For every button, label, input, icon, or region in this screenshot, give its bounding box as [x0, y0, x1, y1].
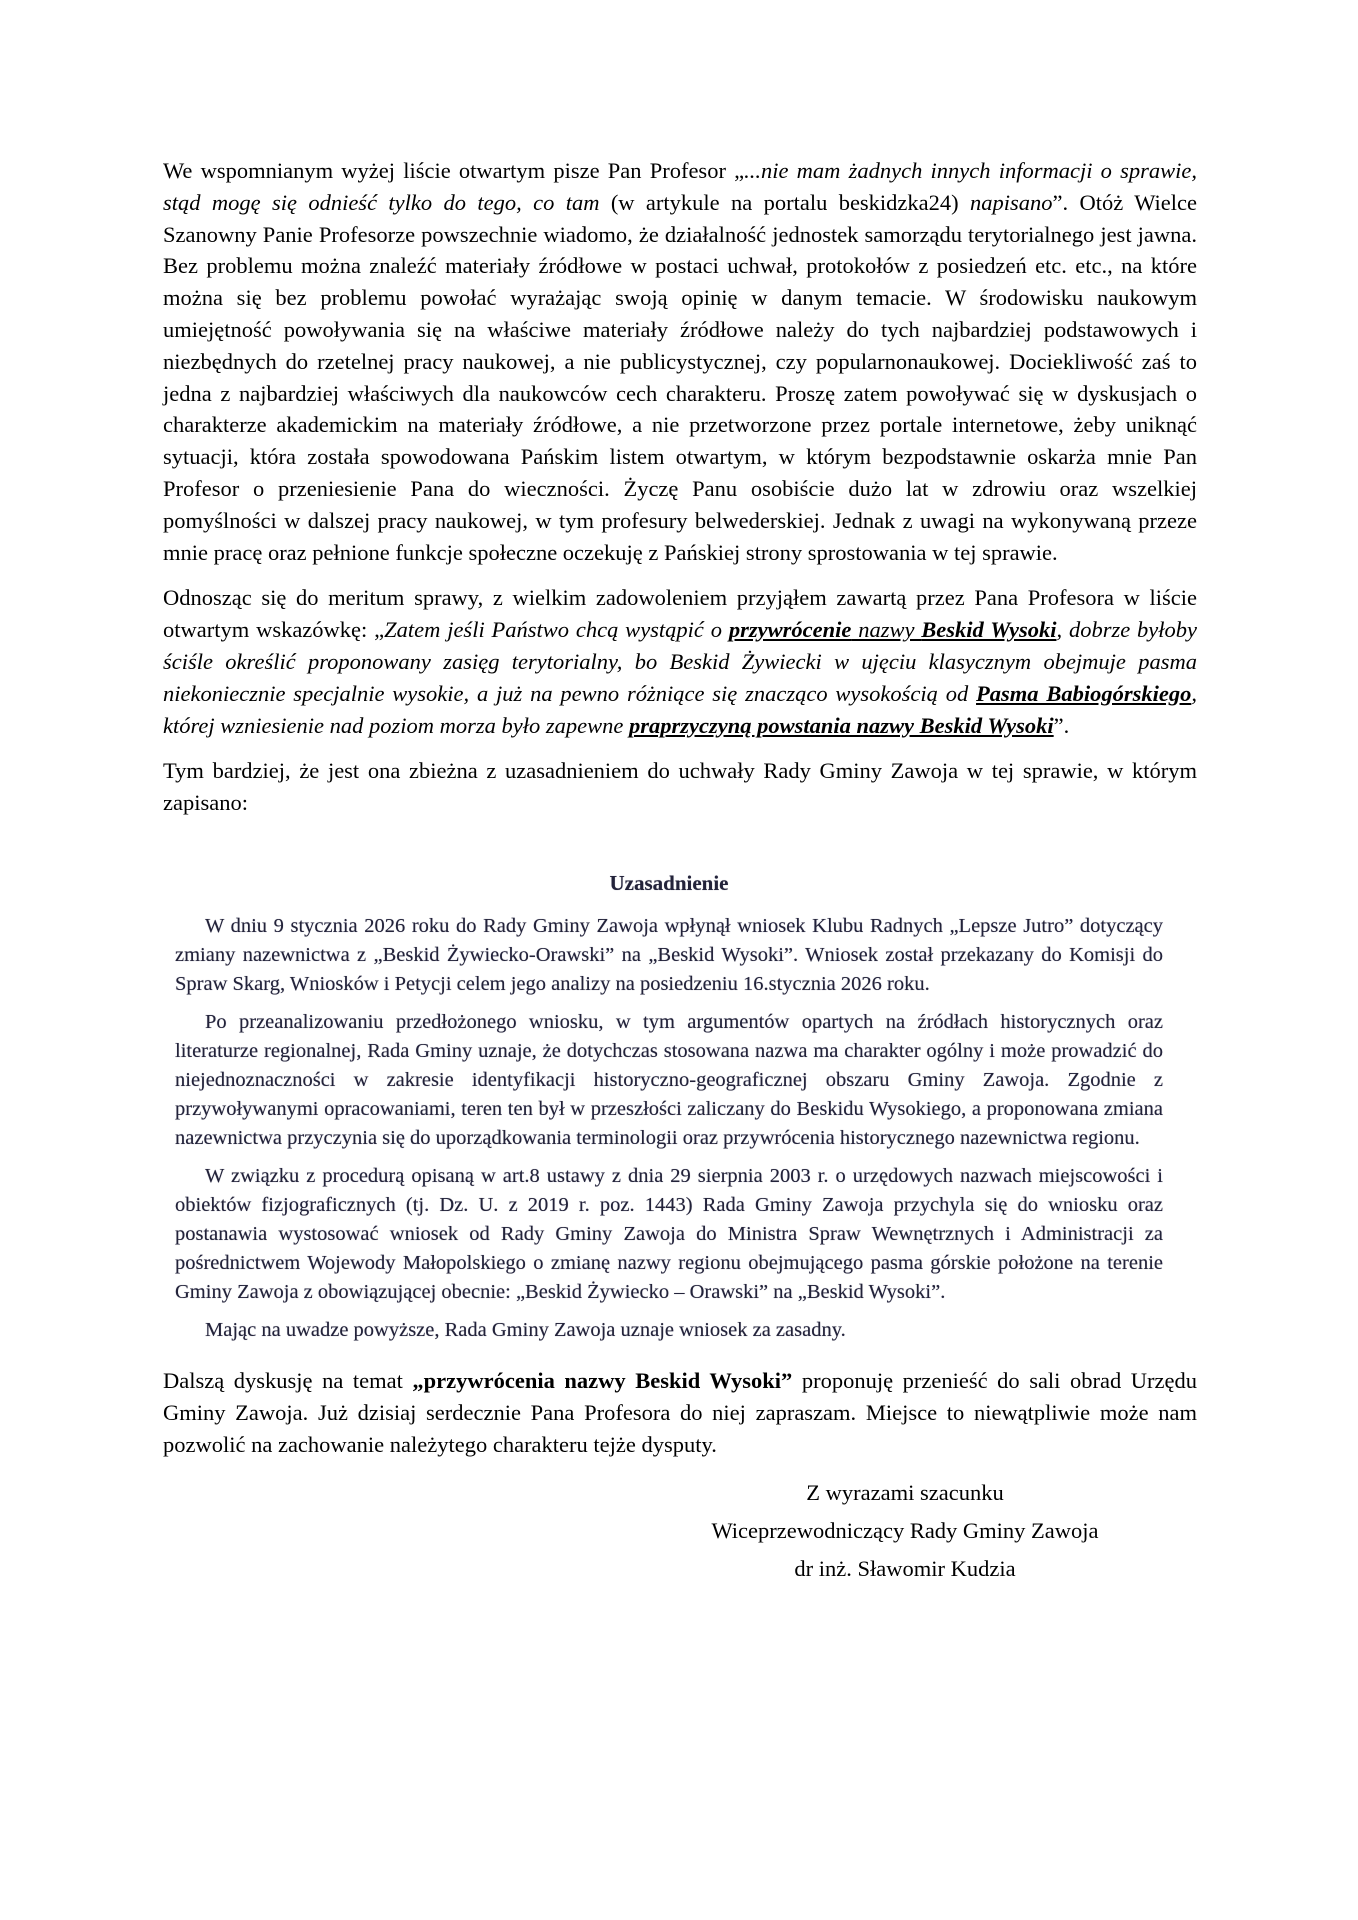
text-segment: , dobrze byłoby ściśle określić proponowany zasięg terytorialny, bo Beskid Żywiecki w ujęciu klasycznym obejmuje pasma niekoniecznie specjalnie wysokie, a już na pewno różniące się znacząco wysokością od — [163, 617, 1198, 706]
text-segment: Zatem jeśli Państwo chcą wystąpić o — [384, 617, 729, 643]
text-segment: , której wzniesienie nad poziom morza było zapewne — [163, 680, 1197, 738]
resolution-paragraph-1: W dniu 9 stycznia 2026 roku do Rady Gminy Zawoja wpłynął wniosek Klubu Radnych „Lepsze Jutro” dotyczący zmiany nazewnictwa z „Beskid Żywiecko-Orawski” na „Beskid Wysoki”. Wniosek został przekazany do Komisji do Spraw Skarg, Wniosków i Petycji celem jego analizy na posiedzeniu 16.stycznia 2026 roku. — [175, 914, 1163, 995]
resolution-title: Uzasadnienie — [609, 870, 729, 895]
text-segment: ...nie mam żadnych innych informacji o sprawie, stąd mogę się odnieść tylko do tego, co tam — [163, 158, 1197, 215]
resolution-paragraph-3: W związku z procedurą opisaną w art.8 ustawy z dnia 29 sierpnia 2003 r. o urzędowych nazwach miejscowości i obiektów fizjograficznych (tj. Dz. U. z 2019 r. poz. 1443) Rada Gminy Zawoja przychyla się do wniosku oraz postanawia wystosować wniosek od Rady Gminy Zawoja do Ministra Spraw Wewnętrznych i Administracji za pośrednictwem Wojewody Małopolskiego o zmianę nazwy regionu obejmującego pasma górskie położone na terenie Gminy Zawoja z obowiązującej obecnie: „Beskid Żywiecko – Orawski” na „Beskid Wysoki”. — [175, 1164, 1163, 1303]
text-segment: napisano — [970, 189, 1053, 215]
text-segment: nazwy — [851, 617, 922, 643]
signature-name: dr inż. Sławomir Kudzia — [794, 1556, 1016, 1582]
text-segment: Odnosząc się do meritum sprawy, z wielkim zadowoleniem przyjąłem zawartą przez Pana Profesora w liście otwartym wskazówkę: „ — [163, 585, 1197, 643]
text-segment: Beskid Wysoki — [921, 617, 1057, 643]
letter-paragraph-2 — [163, 582, 1197, 741]
letter-body — [163, 155, 1197, 1588]
text-segment: „przywrócenia nazwy Beskid Wysoki” — [412, 1367, 793, 1393]
text-segment: We wspomnianym wyżej liście otwartym pisze Pan Profesor „ — [163, 158, 745, 183]
text-segment: proponuję przenieść do sali obrad Urzędu Gminy Zawoja. Już dzisiaj serdecznie Pana Profesora do niej zapraszam. Miejsce to niewątpliwie może nam pozwolić na zachowanie należytego charakteru tejże dysputy. — [163, 1367, 1197, 1457]
text-segment: ”. Otóż Wielce Szanowny Panie Profesorze powszechnie wiadomo, że działalność jednostek samorządu terytorialnego jest jawna. Bez problemu można znaleźć materiały źródłowe w postaci uchwał, protokołów z posiedzeń etc. etc., na które można się bez problemu powołać wyrażając swoją opinię w danym temacie. W środowisku naukowym umiejętność powoływania się na właściwe materiały źródłowe należy do tych najbardziej podstawowych i niezbędnych do rzetelnej pracy naukowej, a nie publicystycznej, czy popularnonaukowej. Dociekliwość zaś to jedna z najbardziej właściwych dla naukowców cech charakteru. Proszę zatem powoływać się w dyskusjach o charakterze akademickim na materiały źródłowe, a nie przetworzone przez portale internetowe, żeby uniknąć sytuacji, która została spowodowana Pańskim listem otwartym, w którym bezpodstawnie oskarża mnie Pan Profesor o przeniesienie Pana do wieczności. Życzę Panu osobiście dużo lat w zdrowiu oraz wszelkiej pomyślności w dalszej pracy naukowej, w tym profesury belwederskiej. Jednak z uwagi na wykonywaną przeze mnie pracę oraz pełnione funkcje społeczne oczekuję z Pańskiej strony sprostowania w tej sprawie. — [163, 189, 1197, 565]
signature-salutation: Z wyrazami szacunku — [806, 1480, 1004, 1506]
text-segment: Pasma Babiogórskiego — [976, 680, 1192, 706]
letter-paragraph-1 — [163, 155, 1197, 568]
text-segment: praprzyczyną powstania nazwy Beskid Wysoki — [629, 712, 1054, 738]
resolution-paragraph-4: Mając na uwadze powyższe, Rada Gminy Zawoja uznaje wniosek za zasadny. — [205, 1318, 846, 1341]
text-segment: ”. — [1053, 712, 1070, 738]
signature-block — [555, 1474, 1255, 1588]
letter-closing-paragraph — [163, 1365, 1197, 1460]
text-segment: Dalszą dyskusję na temat — [163, 1367, 413, 1393]
resolution-paragraph-2: Po przeanalizowaniu przedłożonego wniosku, w tym argumentów opartych na źródłach historycznych oraz literaturze regionalnej, Rada Gminy uznaje, że dotychczas stosowana nazwa ma charakter ogólny i może prowadzić do niejednoznaczności w zakresie identyfikacji historyczno-geograficznej obszaru Gminy Zawoja. Zgodnie z przywoływanymi opracowaniami, teren ten był w przeszłości zaliczany do Beskidu Wysokiego, a proponowana zmiana nazewnictwa przyczynia się do uporządkowania terminologii oraz przywrócenia historycznego nazewnictwa regionu. — [175, 1010, 1163, 1149]
signature-role: Wiceprzewodniczący Rady Gminy Zawoja — [711, 1518, 1099, 1544]
text-segment: (w artykule na portalu beskidzka24) — [610, 189, 971, 215]
text-segment: przywrócenie — [728, 617, 852, 643]
letter-paragraph-3: Tym bardziej, że jest ona zbieżna z uzasadnieniem do uchwały Rady Gminy Zawoja w tej sprawie, w którym zapisano: — [163, 758, 1197, 816]
resolution-scan-excerpt — [175, 869, 1163, 1345]
